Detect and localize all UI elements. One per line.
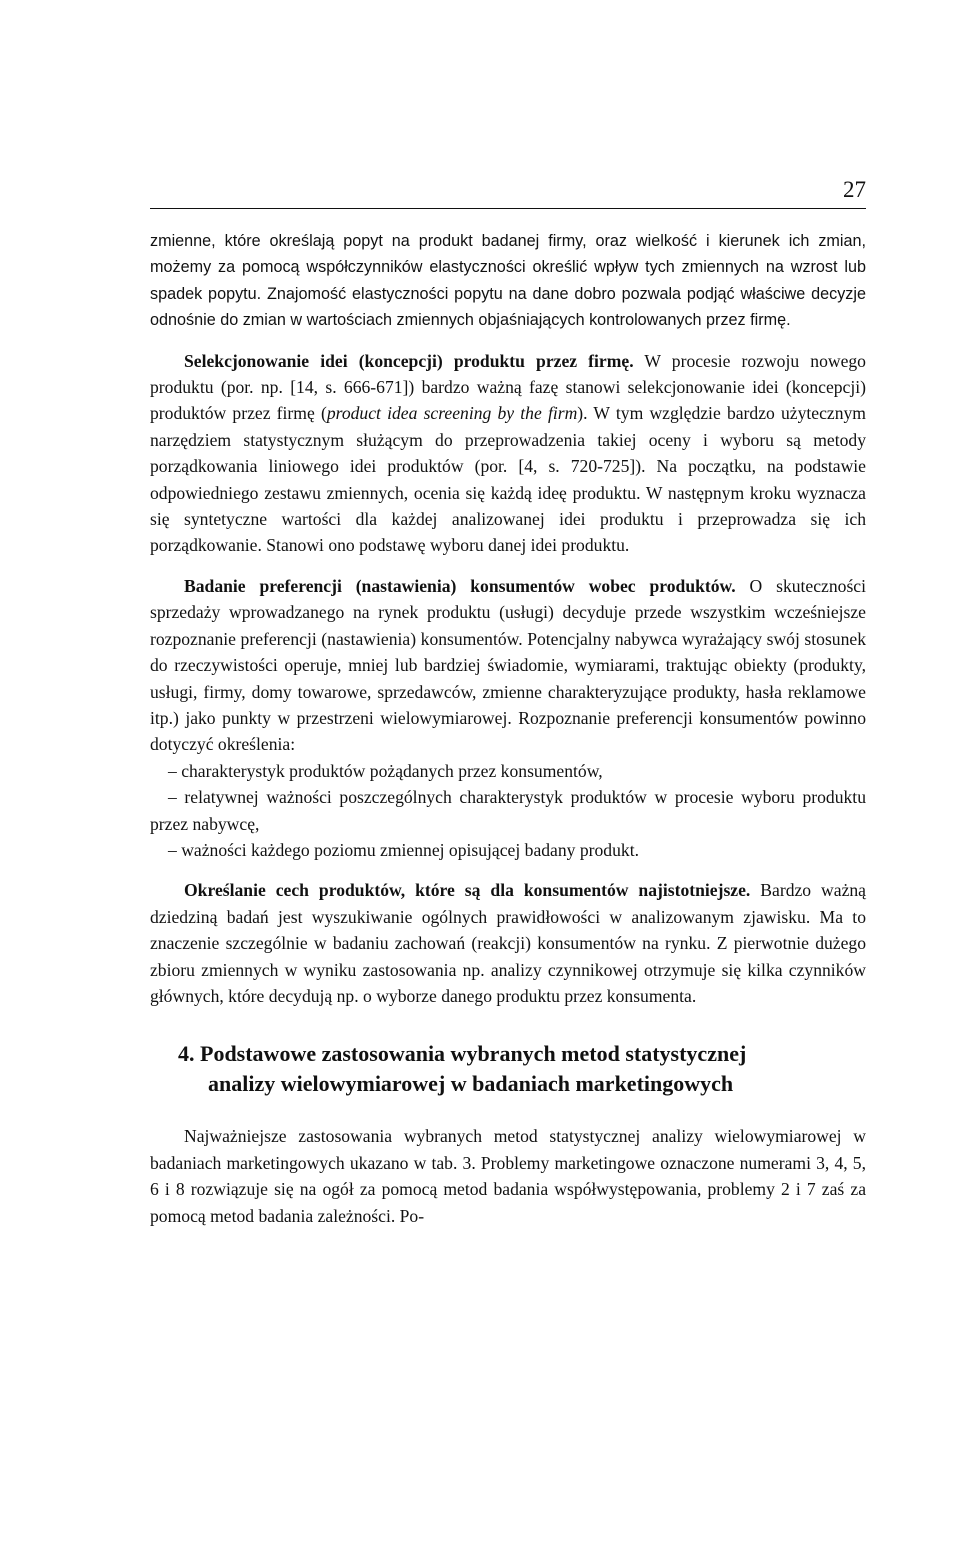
list-item: – relatywnej ważności poszczególnych charakterystyk produktów w procesie wyboru produktu przez nabywcę, [150,787,866,834]
paragraph-preferences [150,573,866,758]
header-rule [150,208,866,209]
paragraph-idea-selection [150,348,866,559]
paragraph-section-4-intro: Najważniejsze zastosowania wybranych metod statystycznej analizy wielowymiarowej w badaniach marketingowych ukazano w tab. 3. Problemy marketingowe oznaczone numerami 3, 4, 5, 6 i 8 rozwiązuje się na ogół za pomocą metod badania współwystępowania, problemy 2 i 7 zaś za pomocą metod badania zależności. Po- [150,1126,866,1226]
paragraph-idea-selection-text-a: W procesie rozwoju nowego produktu (por. np. [14, s. 666-671]) bardzo ważną fazę stanowi selekcjonowanie idei (koncepcji) produktów przez firmę ( [150,350,866,424]
paragraph-key-features-text: Bardzo ważną dziedziną badań jest wyszukiwanie ogólnych prawidłowości w analizowanym zjawisku. Ma to znaczenie szczególnie w badaniu zachowań (reakcji) konsumentów na rynku. Z pierwotnie dużego zbioru zmiennych w wyniku zastosowania np. analizy czynnikowej otrzymuje się kilka czynników głównych, które decydują np. o wyborze danego produktu przez konsumenta. [150,880,866,1006]
paragraph-idea-selection-italic: product idea screening by the firm [326,403,578,424]
section-4-heading-line2: analizy wielowymiarowej w badaniach marketingowych [208,1071,734,1097]
paragraph-key-features [150,877,866,1009]
paragraph-idea-selection-text-b: ). W tym względzie bardzo użytecznym narzędziem statystycznym służącym do przeprowadzenia takiej oceny i wyboru są metody porządkowania liniowego idei produktów (por. [4, s. 720-725]). Na początku, na podstawie odpowiedniego zestawu zmiennych, ocenia się każdą ideę produktu. W następnym kroku wyznacza się syntetyczne wartości dla każdej analizowanej idei produktu i przeprowadza się ich porządkowanie. Stanowi ono podstawę wyboru danej idei produktu. [150,403,866,556]
preference-bullet-list [150,758,866,864]
run-in-heading-preferences: Badanie preferencji (nastawienia) konsumentów wobec produktów. [184,575,736,596]
section-4-heading [150,1039,866,1099]
list-item: – ważności każdego poziomu zmiennej opisującej badany produkt. [168,839,639,860]
page-content [150,228,866,1229]
page-number: 27 [843,177,866,202]
paragraph-preferences-text: O skuteczności sprzedaży wprowadzanego na rynek produktu (usługi) decyduje przede wszystkim wcześniejsze rozpoznanie preferencji (nastawienia) konsumentów. Potencjalny nabywca wyrażający swój stosunek do rzeczywistości operuje, mniej lub bardziej świadomie, wymiarami, traktując obiekty (produkty, usługi, firmy, domy towarowe, sprzedawców, zmienne charakteryzujące produkty, hasła reklamowe itp.) jako punkty w przestrzeni wielowymiarowej. Rozpoznanie preferencji konsumentów powinno dotyczyć określenia: [150,575,866,755]
run-in-heading-idea-selection: Selekcjonowanie idei (koncepcji) produktu przez firmę. [184,350,634,371]
paragraph-elasticity: zmienne, które określają popyt na produkt badanej firmy, oraz wielkość i kierunek ich zmian, możemy za pomocą współczynników elastyczności określić wpływ tych zmiennych na wzrost lub spadek popytu. Znajomość elastyczności popytu na dane dobro pozwala podjąć właściwe decyzje odnośnie do zmian w wartościach zmiennych objaśniających kontrolowanych przez firmę. [150,232,866,330]
list-item: – charakterystyk produktów pożądanych przez konsumentów, [168,760,603,781]
section-4-heading-line1: 4. Podstawowe zastosowania wybranych metod statystycznej [178,1041,747,1067]
run-in-heading-key-features: Określanie cech produktów, które są dla konsumentów najistotniejsze. [184,880,751,901]
